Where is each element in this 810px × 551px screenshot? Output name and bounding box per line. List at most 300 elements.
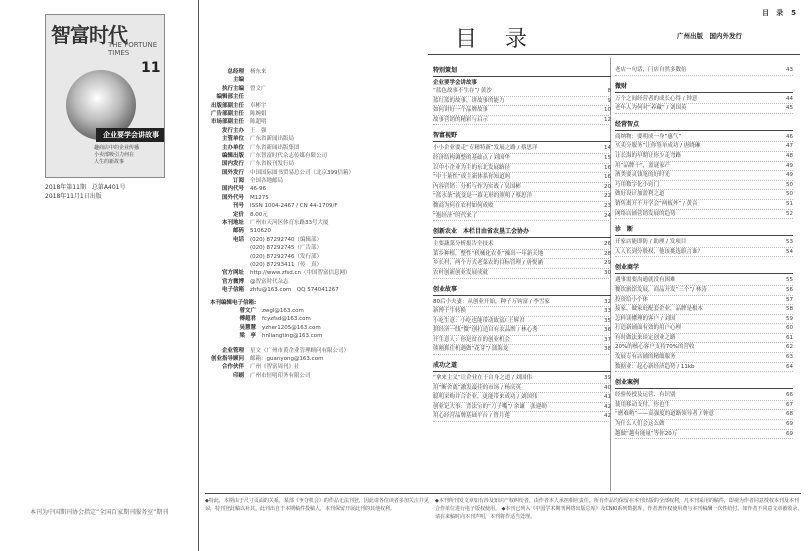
toc-entry-page: 16: [604, 164, 611, 171]
toc-entry[interactable]: [615, 181, 793, 191]
toc-entry-page: 8: [607, 88, 611, 94]
masthead-key: 企业管理: [221, 347, 244, 354]
masthead-key: 国外代号: [221, 194, 244, 201]
masthead-row: [200, 93, 425, 101]
masthead-row: [200, 253, 425, 261]
toc-entry[interactable]: [433, 403, 611, 413]
toc-entry[interactable]: [615, 420, 793, 430]
toc-entry[interactable]: [433, 259, 611, 269]
masthead-key: 市场部副主任: [210, 119, 244, 126]
toc-column-middle: [433, 60, 611, 422]
toc-entry-title: 经验传授及运营、有识别: [615, 392, 676, 399]
toc-entry[interactable]: [615, 276, 793, 286]
masthead-key: 国外发行: [221, 169, 244, 176]
toc-entry[interactable]: [615, 363, 793, 373]
toc-entry[interactable]: [615, 286, 793, 296]
toc-entry[interactable]: [433, 164, 611, 174]
toc-entry-page: 48: [786, 152, 793, 159]
toc-entry-page: 58: [786, 306, 793, 313]
toc-section: [615, 120, 793, 219]
toc-entry[interactable]: [615, 343, 793, 353]
cover-logo-en: THE FORTUNE TIMES: [108, 41, 158, 57]
toc-entry-page: 53: [786, 239, 793, 246]
toc-entry[interactable]: [433, 87, 611, 97]
toc-entry-page: 22: [604, 193, 611, 200]
masthead-key: 傅超君: [239, 316, 256, 323]
page-header: [754, 8, 796, 18]
toc-entry-title: 老年人为何对“养藏” / 刘国英: [615, 105, 687, 112]
toc-section: [433, 227, 611, 278]
footer-note-left: ◆特此，本期由于尺寸页面的关系，某部《争夺机会》的作品无法刊登，因此请各位读者多加关注并见谅，特刊登此稿以补其。此刊出自于本期稿件投稿人，本刊保留开展此刊的其他权利。: [205, 498, 429, 512]
masthead-row: [200, 347, 425, 355]
masthead-key: [200, 253, 244, 261]
toc-entry-page: 41: [604, 394, 611, 401]
masthead-row: [200, 269, 425, 277]
masthead-key: 主编: [232, 77, 244, 84]
toc-entry[interactable]: [615, 133, 793, 143]
toc-entry[interactable]: [615, 410, 793, 420]
cover-sub-line: 趣商店中的企业传播: [94, 145, 140, 151]
toc-section: [433, 285, 611, 356]
masthead-value: 广州市恒明印务有限公司: [250, 372, 311, 379]
toc-entry-title: 用心经营品牌基础平台 / 曾月莲: [433, 413, 510, 420]
masthead-key: 执行主编: [221, 85, 244, 92]
toc-entry-title: 主要蔬菜分析报告全技术: [433, 241, 494, 248]
toc-entry-title: 数据业：起心新经济趋势 / 11kb: [615, 363, 695, 370]
masthead-value: 46-96: [250, 186, 266, 193]
masthead-value: 广州《智富周刊》社: [250, 364, 300, 371]
toc-section-subheading: 企业要学会讲故事: [433, 80, 478, 86]
masthead-value: 广州市天河区体育东路33号大厦: [250, 220, 329, 227]
page-title: 目录: [455, 27, 556, 52]
toc-entry-page: 56: [786, 286, 793, 293]
masthead-key: 国内代号: [221, 186, 244, 193]
cover-sub-line: 小卖部吸引力何在: [94, 152, 135, 158]
header-tagline: 广州出版 国内外发行: [677, 32, 742, 40]
masthead-key: 编辑出版: [221, 152, 244, 159]
toc-section: [615, 378, 793, 439]
masthead-row: [200, 152, 425, 160]
toc-entry[interactable]: [615, 95, 793, 105]
masthead-row: [200, 332, 425, 340]
masthead-key: 合作伙伴: [221, 364, 244, 371]
masthead-key: 邮码: [232, 228, 244, 235]
masthead-key: 印刷: [232, 372, 244, 379]
toc-entry-page: 20: [604, 183, 611, 190]
masthead-row: [200, 278, 425, 286]
toc-entry-title: 熊刚抓住机遇做“花芽”/ 蒲海龙: [433, 346, 509, 353]
toc-entry[interactable]: [433, 144, 611, 154]
toc-entry-page: 64: [786, 363, 793, 370]
toc-entry-page: 52: [786, 210, 793, 217]
toc-entry-title: 发展专有店铺的精细服务: [615, 354, 676, 361]
cover-sub-lines: [94, 145, 162, 166]
toc-entry-title: 巧用数字化小窍门: [615, 181, 660, 188]
toc-entry-title: 农村创新创业发展成就: [433, 269, 489, 276]
toc-entry[interactable]: [433, 298, 611, 308]
page-divider: [198, 0, 199, 551]
cover-logo: 智富时代: [51, 23, 127, 47]
toc-entry-title: 开生意人：你是贫在的创业机会: [433, 336, 511, 343]
masthead-row: [200, 372, 425, 380]
toc-entry-title: 故事营销的精彩与启示: [433, 116, 489, 123]
masthead-value: (020) 87292740（编辑部）: [250, 236, 323, 243]
toc-entry-title: 开家店能即防 / 助理 / 发项目: [615, 239, 687, 246]
footer-note-right: ◆本刊所刊发文章如有涉及知识产权纠纷者，由作者本人承担相应责任。所有作品均保留在本刊出版的全部权利，凡本刊采用的稿件，即视为作者同意授权本刊及本刊合作单位进行电子版权使用。 ◆本刊已列入《中国学术期刊网络出版总库》及CNKI系列数据库，作者著作权使用费与本刊稿酬一次性给付。如作者不同意文章被收录，请在来稿时向本刊声明，本刊将作适当处理。: [435, 498, 803, 520]
toc-entry[interactable]: [433, 250, 611, 260]
toc-entry-title: 接家、做家庭配套企业，品牌是根本: [615, 306, 704, 313]
toc-entry[interactable]: [615, 324, 793, 334]
toc-entry[interactable]: [615, 334, 793, 344]
masthead-value: (020) 87292745（广告部）: [250, 245, 323, 252]
masthead-value: (020) 87292746（发行部）: [250, 253, 323, 260]
toc-entry-title: 用“断舍离”激发最佳的市场 / 杨庆英: [433, 384, 522, 391]
masthead-value: @智富时代杂志: [250, 278, 289, 285]
toc-entry-page: 62: [786, 344, 793, 351]
toc-entry[interactable]: [433, 269, 611, 279]
toc-entry[interactable]: [433, 345, 611, 355]
toc-entry-page: 24: [604, 212, 611, 219]
toc-entry[interactable]: [615, 296, 793, 306]
toc-entry-page: 59: [786, 315, 793, 322]
toc-entry[interactable]: [615, 315, 793, 325]
toc-entry-page: 49: [786, 172, 793, 179]
toc-entry-title: 有时做法来谈定创业之路: [615, 334, 676, 341]
toc-entry-page: 38: [604, 346, 611, 353]
masthead-key: 订阅: [232, 178, 244, 185]
masthead-row: [200, 127, 425, 135]
masthead-row: [200, 363, 425, 371]
toc-entry-page: 55: [786, 277, 793, 284]
masthead-row: [200, 219, 425, 227]
masthead: [200, 68, 425, 380]
toc-section: [433, 66, 611, 125]
toc-entry-title: 老店一句话，门店自然多数倍: [615, 67, 687, 73]
toc-entry-page: 9: [607, 97, 611, 104]
toc-entry[interactable]: [615, 200, 793, 210]
toc-entry-title: 蓝红蓝的故事，讲故事的能力: [433, 97, 505, 104]
toc-entry[interactable]: [433, 374, 611, 384]
toc-entry-page: 61: [786, 334, 793, 341]
toc-entry-title: 新博千牛转换: [433, 308, 467, 315]
toc-entry-title: 人人长到分股权，他该挑选职言谁？: [615, 248, 704, 255]
cover-headline: 企业要学会讲故事: [96, 128, 165, 142]
masthead-key: 曾文广: [239, 307, 256, 314]
toc-entry-page: 69: [786, 421, 793, 428]
toc-entry[interactable]: [433, 326, 611, 336]
toc-entry-title: 怎样读懂理的客户 / 刘国: [615, 315, 676, 322]
toc-entry[interactable]: [615, 162, 793, 172]
masthead-value: 曾文广: [250, 85, 267, 92]
toc-entry-title: 使用移动支付，你也生: [615, 401, 671, 408]
masthead-value: 广东省新闻出版集团: [250, 144, 300, 151]
toc-entry-page: 37: [604, 336, 611, 343]
toc-entry-title: 商纳物：要明成一身“惠气”: [615, 133, 682, 140]
masthead-value: (020) 87293411（传 真）: [250, 261, 323, 268]
masthead-value: 广东智富时代杂志传媒有限公司: [250, 152, 328, 159]
toc-entry-title: 聪明采购并合企业，更能带来成功 / 刘国伟: [433, 394, 538, 401]
toc-entry-page: 36: [604, 327, 611, 334]
toc-entry-title: 用“品牌十”，盈谜家产: [615, 162, 671, 169]
masthead-key: 官方网址: [221, 270, 244, 277]
toc-entry-page: 50: [786, 191, 793, 198]
masthead-row: [200, 355, 425, 363]
toc-entry[interactable]: [433, 183, 611, 193]
toc-section: [615, 66, 793, 76]
masthead-value: 陈超明: [250, 119, 267, 126]
toc-entry[interactable]: [615, 248, 793, 258]
toc-entry-page: 43: [786, 67, 793, 73]
toc-entry[interactable]: [433, 192, 611, 202]
toc-entry-page: 32: [604, 298, 611, 305]
toc-entry-title: 80后小夫妻：从创业开始，种子万钧富 / 李雪家: [433, 298, 550, 305]
toc-entry[interactable]: [615, 401, 793, 411]
toc-entry-page: 69: [786, 430, 793, 437]
toc-section: [433, 361, 611, 422]
toc-entry-page: 16: [604, 174, 611, 181]
toc-entry-title: “中十量性”成主新体系你知道吗: [433, 174, 511, 181]
page-header-label: 目 录: [762, 9, 784, 17]
masthead-row: [200, 110, 425, 118]
masthead-row: [200, 227, 425, 235]
toc-entry[interactable]: [615, 353, 793, 363]
masthead-row: [200, 76, 425, 84]
toc-entry-page: 14: [604, 145, 611, 152]
toc-section-heading: 经营智点: [615, 120, 793, 131]
toc-entry-title: “磨难哟”——高强度的道路领导者 / 钟意: [615, 411, 715, 418]
toc-entry[interactable]: [433, 412, 611, 422]
toc-entry-title: “蓝水条”就变是一幕无形的照明 / 蔡思洋: [433, 193, 533, 200]
masthead-row: [200, 169, 425, 177]
toc-entry-title: 小吃生意：小吃也能带动致富/ 王辉君: [433, 317, 525, 324]
toc-entry-page: 45: [786, 105, 793, 112]
toc-section: [615, 82, 793, 114]
publication-line: 2018年11月1日出版: [45, 193, 102, 200]
toc-entry-title: 投资给小个体: [615, 296, 649, 303]
toc-section-heading: 创业故事: [433, 285, 611, 296]
toc-entry[interactable]: [433, 240, 611, 250]
masthead-key: 出版部副主任: [210, 102, 244, 109]
toc-entry-page: 49: [786, 162, 793, 169]
toc-section-heading: 成功之道: [433, 361, 611, 372]
masthead-key: 发行主办: [221, 127, 244, 134]
left-panel: [0, 0, 197, 551]
toc-entry-title: 拼经济一线“微”创打造自有农品牌 / 林心秀: [433, 327, 538, 334]
masthead-row: [200, 185, 425, 193]
toc-entry[interactable]: [433, 336, 611, 346]
masthead-key: 本刊地址: [221, 220, 244, 227]
toc-entry[interactable]: [433, 106, 611, 116]
masthead-row: [200, 102, 425, 110]
toc-entry-title: 20%的核心客户支持70%的营收: [615, 344, 695, 351]
masthead-value: 广东省新闻出版局: [250, 136, 295, 143]
toc-entry-title: 酒类要灵钱笔的好时光: [615, 172, 671, 179]
toc-entry-page: 67: [786, 401, 793, 408]
toc-entry[interactable]: [433, 384, 611, 394]
masthead-key: 创业指导顾问: [210, 355, 244, 362]
masthead-key: [200, 244, 244, 252]
masthead-row: [200, 177, 425, 185]
toc-entry[interactable]: [615, 152, 793, 162]
toc-entry-title: 买卖分服务”让你签单成功 / 唐晓琳: [615, 143, 701, 150]
toc-section: [615, 263, 793, 372]
toc-entry-page: 42: [604, 403, 611, 410]
masthead-row: [200, 118, 425, 126]
toc-entry-page: 44: [786, 95, 793, 102]
masthead-value: 星文（广州市黄企业管理顾问有限公司）: [250, 347, 350, 354]
masthead-key: 国内发行: [221, 161, 244, 168]
toc-entry-title: 网络店铺营销发展的趋势: [615, 210, 676, 217]
toc-entry[interactable]: [615, 142, 793, 152]
masthead-value: 8.00元: [250, 211, 268, 218]
toc-entry[interactable]: [433, 212, 611, 222]
toc-section-heading: 创新农业 本栏目由省农垦工会协办: [433, 227, 611, 238]
toc-section-heading: 微财: [615, 82, 793, 93]
masthead-key: 主办单位: [221, 144, 244, 151]
toc-entry-page: 40: [604, 384, 611, 391]
masthead-row: [200, 307, 425, 315]
toc-entry-title: 做好设计加盈利之道: [615, 191, 665, 198]
toc-entry-title: 如何讲好一个品牌故事: [433, 107, 489, 114]
toc-entry[interactable]: [433, 307, 611, 317]
toc-entry[interactable]: [615, 238, 793, 248]
cover-sub-line: 人生的新故事: [94, 159, 125, 165]
masthead-value: 510620: [250, 228, 271, 235]
toc-entry-page: 26: [604, 241, 611, 248]
publication-info: [45, 183, 125, 201]
toc-entry[interactable]: [615, 430, 793, 440]
toc-entry-page: 35: [604, 317, 611, 324]
toc-entry-page: 68: [786, 411, 793, 418]
masthead-key: 广告部副主任: [210, 110, 244, 117]
masthead-value: ISSN 1004-2467 / CN 44-1709/F: [250, 203, 338, 210]
toc-entry-title: “蓝色故事不生存”/ 黄沙: [433, 88, 492, 94]
masthead-value: 全国各地邮局: [250, 178, 284, 185]
toc-entry-title: 为什么人们会这么做: [615, 421, 665, 428]
masthead-key: 编辑部主任: [216, 94, 244, 101]
toc-entry[interactable]: [615, 171, 793, 181]
toc-entry[interactable]: [433, 116, 611, 126]
toc-entry-page: 33: [604, 308, 611, 315]
toc-entry-page: 47: [786, 143, 793, 150]
toc-entry[interactable]: [433, 97, 611, 107]
toc-section-heading: 创业商学: [615, 263, 793, 274]
toc-entry-page: 57: [786, 296, 793, 303]
toc-entry-title: 销售离开不开学会“两板斧” / 黄音: [615, 200, 698, 207]
masthead-value: 卓彬宇: [250, 102, 267, 109]
toc-entry-page: 23: [604, 202, 611, 209]
toc-entry-title: 以中小企业为主的东北发展路径: [433, 164, 511, 171]
masthead-value: yzher1205@163.com: [262, 324, 321, 331]
toc-entry-page: 50: [786, 181, 793, 188]
editors-title: [200, 299, 425, 307]
toc-entry-title: 创业记大事：背法宝的“刀子嘴”/ 余谦 张建勋: [433, 403, 547, 410]
masthead-key: 定价: [232, 211, 244, 218]
masthead-row: [200, 194, 425, 202]
editors-title-text: 本刊编辑电子信箱:: [210, 299, 257, 306]
masthead-row: [200, 160, 425, 168]
header-rule: [428, 54, 800, 55]
toc-entry-page: 51: [786, 200, 793, 207]
toc-entry-page: 60: [786, 325, 793, 332]
masthead-key: 吴慧慧: [239, 324, 256, 331]
toc-entry-page: 29: [604, 260, 611, 267]
toc-entry[interactable]: [433, 317, 611, 327]
toc-entry-page: 30: [604, 269, 611, 276]
masthead-value: 杨东来: [250, 69, 267, 75]
toc-entry-title: 乡长村，两个方式老菜农的目标管理 / 唐悦涵: [433, 260, 543, 267]
masthead-value: zhfu@163.com QQ 574041267: [250, 287, 339, 294]
toc-column-right: [615, 60, 793, 439]
publication-line: 2018年第11期 总第A401号: [45, 184, 126, 191]
masthead-key: 刊号: [232, 203, 244, 210]
toc-entry-title: 餐饮旅馆发展，商品开发“三个”/ 林涛: [615, 286, 707, 293]
masthead-value: 广东省报刊发行局: [250, 161, 295, 168]
masthead-value: M1275: [250, 194, 269, 201]
toc-entry[interactable]: [615, 305, 793, 315]
toc-entry[interactable]: [433, 202, 611, 212]
masthead-row: [200, 85, 425, 93]
toc-entry-page: 28: [604, 250, 611, 257]
toc-entry-title: 打造新铺面有效的用户心理: [615, 325, 682, 332]
toc-entry[interactable]: [433, 154, 611, 164]
toc-entry-page: 10: [604, 107, 611, 114]
toc-section: [615, 225, 793, 257]
masthead-row: [200, 144, 425, 152]
toc-entry-title: 经济结构调整的基础点 / 刘国华: [433, 154, 510, 161]
masthead-key: 主管单位: [221, 136, 244, 143]
masthead-row: [200, 286, 425, 294]
toc-entry-title: 让长海的早期让你少走弯路: [615, 152, 682, 159]
toc-entry-page: 42: [604, 413, 611, 420]
masthead-row: [200, 211, 425, 219]
toc-entry-title: 越做“越有能量”等你20万: [615, 430, 678, 437]
toc-entry[interactable]: [615, 391, 793, 401]
toc-entry-page: 54: [786, 248, 793, 255]
footer-rule: [205, 493, 801, 494]
masthead-value: 中国国际图书贸易总公司（北京399信箱）: [250, 169, 354, 176]
toc-entry[interactable]: [615, 210, 793, 220]
toc-entry[interactable]: [615, 190, 793, 200]
masthead-value: 邮箱：guanyong@163.com: [250, 355, 324, 362]
toc-entry[interactable]: [615, 104, 793, 114]
toc-entry-title: 遇事需要沟通就没有困难: [615, 277, 676, 284]
masthead-row: [200, 315, 425, 323]
masthead-row: [200, 68, 425, 76]
cover-issue-number: 11: [141, 60, 161, 76]
toc-section-heading: 智富视野: [433, 131, 611, 142]
toc-section-heading: 特别策划: [433, 66, 611, 77]
masthead-row: [200, 202, 425, 210]
toc-entry-title: 万个之间经营者的成长心得 / 钟意: [615, 95, 698, 102]
toc-entry-title: 内容营销：分析与作为实战 / 吴国彬: [433, 183, 521, 190]
masthead-row: [200, 324, 425, 332]
toc-entry-page: 15: [604, 154, 611, 161]
toc-entry[interactable]: [433, 173, 611, 183]
magazine-cover[interactable]: [45, 14, 165, 178]
toc-entry[interactable]: [615, 66, 793, 76]
toc-entry[interactable]: [433, 393, 611, 403]
toc-section-heading: 诊 断: [615, 225, 793, 236]
toc-entry-page: 39: [604, 375, 611, 382]
toc-entry-title: 菜乡种植，整性“机械化农业”操出一年新天地: [433, 250, 544, 257]
page-number: 5: [791, 9, 796, 17]
masthead-row: [200, 244, 425, 252]
toc-entry-page: 66: [786, 392, 793, 399]
left-footer-note: 本刊为中国期刊协会指定“全国百家期刊服务室”期刊: [30, 509, 169, 516]
masthead-row: [200, 135, 425, 143]
toc-entry-page: 46: [786, 133, 793, 140]
